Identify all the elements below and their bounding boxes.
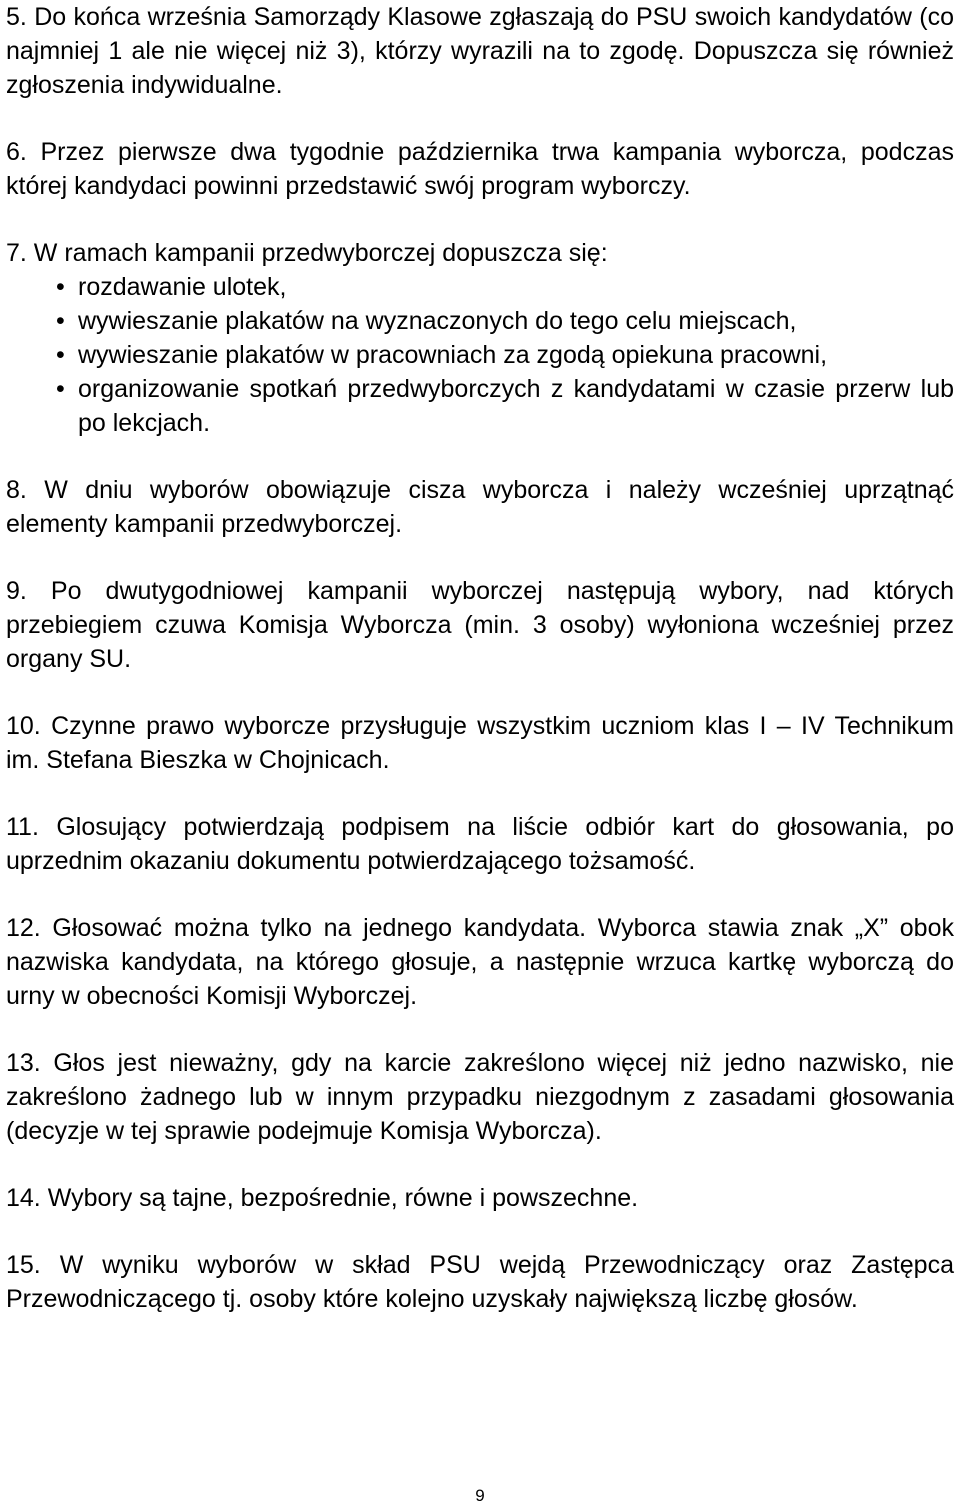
paragraph-9: 9. Po dwutygodniowej kampanii wyborczej następują wybory, nad których przebiegiem czuwa Komisja Wyborcza (min. 3 osoby) wyłoniona wcześniej przez organy SU. [6,577,954,673]
list-item [6,372,954,440]
paragraph-13: 13. Głos jest nieważny, gdy na karcie zakreślono więcej niż jedno nazwisko, nie zakreślono żadnego lub w innym przypadku niezgodnym z zasadami głosowania (decyzje w tej sprawie podejmuje Komisja Wyborcza). [6,1049,954,1145]
campaign-activities-list [6,270,954,440]
bullet-icon: • [56,341,65,369]
paragraph-15: 15. W wyniku wyborów w skład PSU wejdą Przewodniczący oraz Zastępca Przewodniczącego tj. osoby które kolejno uzyskały największą liczbę głosów. [6,1251,954,1313]
bullet-icon: • [56,375,65,403]
bullet-icon: • [56,273,65,301]
list-item-text: wywieszanie plakatów na wyznaczonych do tego celu miejscach, [78,307,797,335]
paragraph-11: 11. Glosujący potwierdzają podpisem na liście odbiór kart do głosowania, po uprzednim okazaniu dokumentu potwierdzającego tożsamość. [6,813,954,875]
paragraph-8: 8. W dniu wyborów obowiązuje cisza wyborcza i należy wcześniej uprzątnąć elementy kampanii przedwyborczej. [6,476,954,538]
paragraph-6: 6. Przez pierwsze dwa tygodnie października trwa kampania wyborcza, podczas której kandydaci powinni przedstawić swój program wyborczy. [6,138,954,200]
document-body [6,0,954,1349]
paragraph-5: 5. Do końca września Samorządy Klasowe zgłaszają do PSU swoich kandydatów (co najmniej 1 ale nie więcej niż 3), którzy wyrazili na to zgodę. Dopuszcza się również zgłoszenia indywidualne. [6,3,954,99]
list-item-text: rozdawanie ulotek, [78,273,287,301]
bullet-icon: • [56,307,65,335]
list-item-text: wywieszanie plakatów w pracowniach za zgodą opiekuna pracowni, [78,341,828,369]
paragraph-7: 7. W ramach kampanii przedwyborczej dopuszcza się: [6,239,608,267]
paragraph-14: 14. Wybory są tajne, bezpośrednie, równe i powszechne. [6,1184,639,1212]
list-item [6,338,954,372]
list-item-text: organizowanie spotkań przedwyborczych z kandydatami w czasie przerw lub po lekcjach. [78,375,954,437]
list-item [6,270,954,304]
list-item [6,304,954,338]
page-number: 9 [475,1486,485,1505]
paragraph-12: 12. Głosować można tylko na jednego kandydata. Wyborca stawia znak „X” obok nazwiska kandydata, na którego głosuje, a następnie wrzuca kartkę wyborczą do urny w obecności Komisji Wyborczej. [6,914,954,1010]
paragraph-10: 10. Czynne prawo wyborcze przysługuje wszystkim uczniom klas I – IV Technikum im. Stefana Bieszka w Chojnicach. [6,712,954,774]
